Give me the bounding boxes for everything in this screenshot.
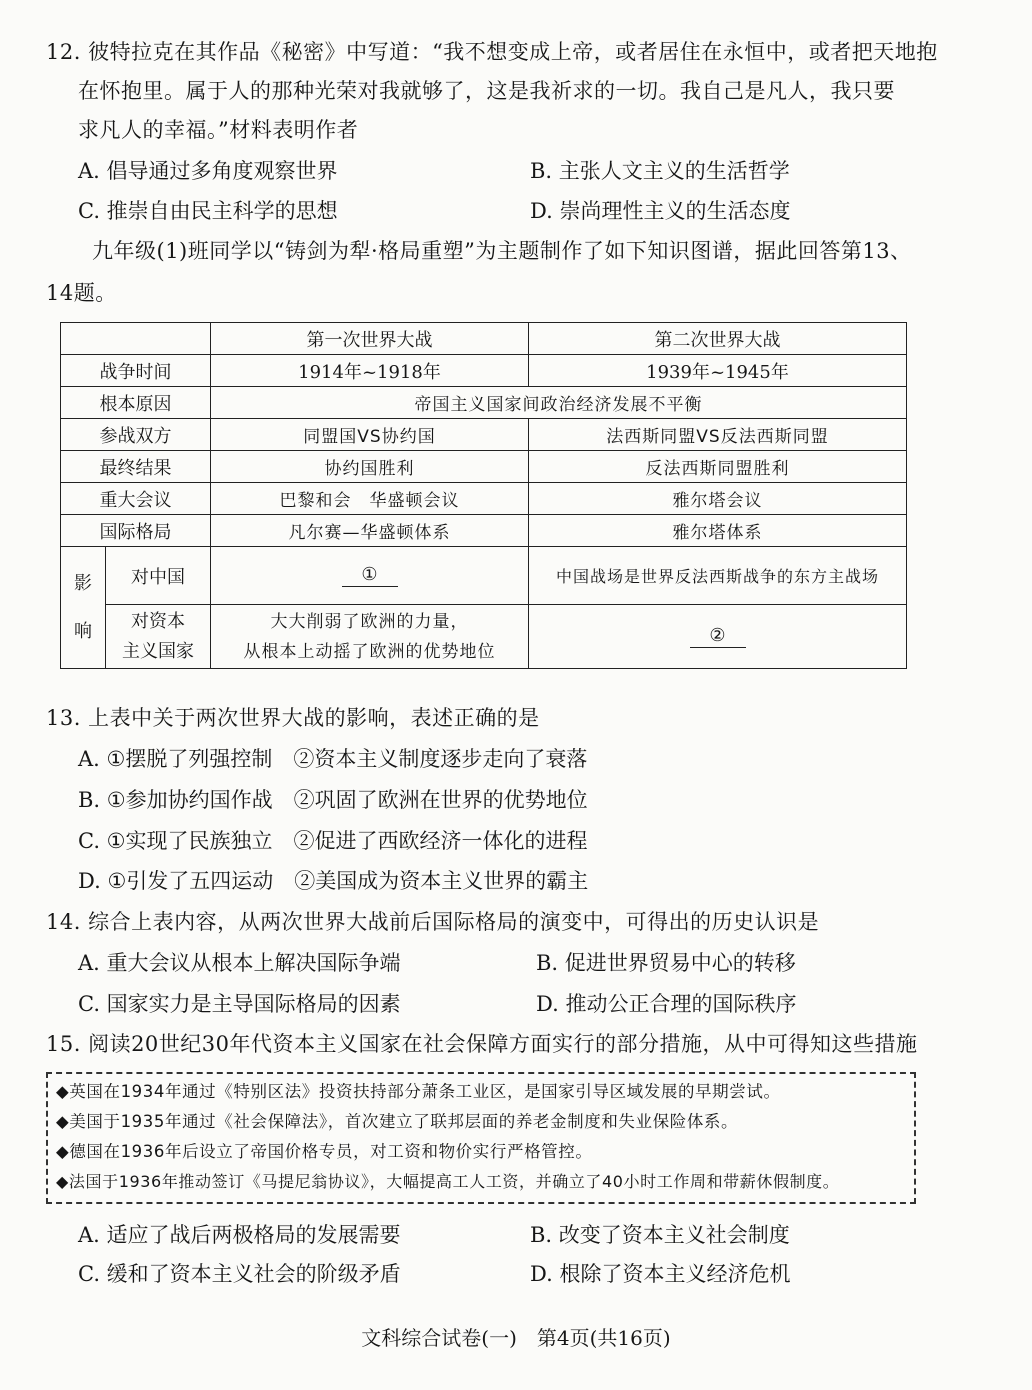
row-label: 国际格局 — [61, 515, 211, 547]
q12-option-c: C. 推崇自由民主科学的思想 — [78, 199, 338, 223]
cell-capitalist-ww1-line2: 从根本上动摇了欧洲的优势地位 — [243, 641, 496, 662]
q13-option-c: C. ①实现了民族独立 ②促进了西欧经济一体化的进程 — [78, 829, 588, 853]
cell-ww1: 同盟国VS协约国 — [211, 419, 529, 451]
material-item-de: ◆德国在1936年后设立了帝国价格专员，对工资和物价实行严格管控。 — [56, 1142, 593, 1161]
table-row — [61, 483, 907, 515]
table-row — [61, 605, 907, 669]
knowledge-table — [60, 322, 907, 669]
q15-stem: 15. 阅读20世纪30年代资本主义国家在社会保障方面实行的部分措施，从中可得知这些措施 — [46, 1032, 918, 1056]
table-row — [61, 451, 907, 483]
table-header-ww1: 第一次世界大战 — [211, 323, 529, 355]
q14-option-b: B. 促进世界贸易中心的转移 — [536, 951, 796, 975]
q14-stem: 14. 综合上表内容，从两次世界大战前后国际格局的演变中，可得出的历史认识是 — [46, 910, 820, 934]
cell-merged: 帝国主义国家间政治经济发展不平衡 — [211, 387, 907, 419]
row-label-capitalist — [106, 605, 211, 669]
q12-stem-line2: 在怀抱里。属于人的那种光荣对我就够了，这是我祈求的一切。我自己是凡人，我只要 — [78, 79, 895, 103]
q13-option-b: B. ①参加协约国作战 ②巩固了欧洲在世界的优势地位 — [78, 788, 588, 812]
cell-ww2: 1939年~1945年 — [529, 355, 907, 387]
table-header-ww2: 第二次世界大战 — [529, 323, 907, 355]
q14-option-c: C. 国家实力是主导国际格局的因素 — [78, 992, 401, 1016]
cell-ww2: 法西斯同盟VS反法西斯同盟 — [529, 419, 907, 451]
q13-option-d: D. ①引发了五四运动 ②美国成为资本主义世界的霸主 — [78, 869, 589, 893]
cell-ww2: 雅尔塔体系 — [529, 515, 907, 547]
row-label: 战争时间 — [61, 355, 211, 387]
cell-ww1: 凡尔赛—华盛顿体系 — [211, 515, 529, 547]
cell-china-ww2: 中国战场是世界反法西斯战争的东方主战场 — [529, 547, 907, 605]
q12-stem-line1: 12. 彼特拉克在其作品《秘密》中写道：“我不想变成上帝，或者居住在永恒中，或者把天地抱 — [46, 40, 938, 64]
impact-label-char1: 影 — [74, 572, 92, 594]
row-label: 重大会议 — [61, 483, 211, 515]
q15-material-box — [46, 1072, 916, 1204]
answer-blank-1: ① — [342, 564, 398, 587]
q15-option-b: B. 改变了资本主义社会制度 — [530, 1223, 790, 1247]
page-footer: 文科综合试卷(一) 第4页(共16页) — [361, 1326, 671, 1350]
q15-option-a: A. 适应了战后两极格局的发展需要 — [78, 1223, 401, 1247]
intro-line1: 九年级(1)班同学以“铸剑为犁·格局重塑”为主题制作了如下知识图谱，据此回答第13、 — [92, 239, 912, 263]
q15-option-d: D. 根除了资本主义经济危机 — [530, 1262, 791, 1286]
intro-line2: 14题。 — [46, 281, 117, 305]
q12-option-d: D. 崇尚理性主义的生活态度 — [530, 199, 791, 223]
q14-option-a: A. 重大会议从根本上解决国际争端 — [78, 951, 401, 975]
cell-ww1: 1914年~1918年 — [211, 355, 529, 387]
table-row — [61, 387, 907, 419]
cell-capitalist-ww1-line1: 大大削弱了欧洲的力量， — [270, 611, 469, 632]
cell-ww2: 反法西斯同盟胜利 — [529, 451, 907, 483]
row-label: 最终结果 — [61, 451, 211, 483]
table-row — [61, 547, 907, 605]
cell-ww1: 巴黎和会 华盛顿会议 — [211, 483, 529, 515]
table-row — [61, 355, 907, 387]
cell-ww2: 雅尔塔会议 — [529, 483, 907, 515]
cell-china-ww1 — [211, 547, 529, 605]
row-label-capitalist-line2: 主义国家 — [122, 640, 194, 662]
material-item-fr: ◆法国于1936年推动签订《马提尼翁协议》，大幅提高工人工资，并确立了40小时工作周和带薪休假制度。 — [56, 1172, 840, 1191]
material-item-us: ◆美国于1935年通过《社会保障法》，首次建立了联邦层面的养老金制度和失业保险体系。 — [56, 1112, 739, 1131]
row-label-capitalist-line1: 对资本 — [131, 610, 185, 632]
table-header-empty — [61, 323, 211, 355]
row-label: 根本原因 — [61, 387, 211, 419]
impact-label-char2: 响 — [74, 620, 92, 642]
row-label-china: 对中国 — [106, 547, 211, 605]
q12-option-b: B. 主张人文主义的生活哲学 — [530, 159, 790, 183]
q12-option-a: A. 倡导通过多角度观察世界 — [78, 159, 338, 183]
impact-label — [61, 547, 106, 669]
material-item-uk: ◆英国在1934年通过《特别区法》投资扶持部分萧条工业区，是国家引导区域发展的早期尝试。 — [56, 1082, 781, 1101]
table-row — [61, 419, 907, 451]
row-label: 参战双方 — [61, 419, 211, 451]
q15-option-c: C. 缓和了资本主义社会的阶级矛盾 — [78, 1262, 401, 1286]
q14-option-d: D. 推动公正合理的国际秩序 — [536, 992, 797, 1016]
answer-blank-2: ② — [690, 625, 746, 648]
table-row — [61, 515, 907, 547]
q13-option-a: A. ①摆脱了列强控制 ②资本主义制度逐步走向了衰落 — [78, 747, 588, 771]
cell-capitalist-ww1 — [211, 605, 529, 669]
q13-stem: 13. 上表中关于两次世界大战的影响，表述正确的是 — [46, 706, 540, 730]
q12-stem-line3: 求凡人的幸福。”材料表明作者 — [78, 118, 359, 142]
cell-capitalist-ww2 — [529, 605, 907, 669]
cell-ww1: 协约国胜利 — [211, 451, 529, 483]
